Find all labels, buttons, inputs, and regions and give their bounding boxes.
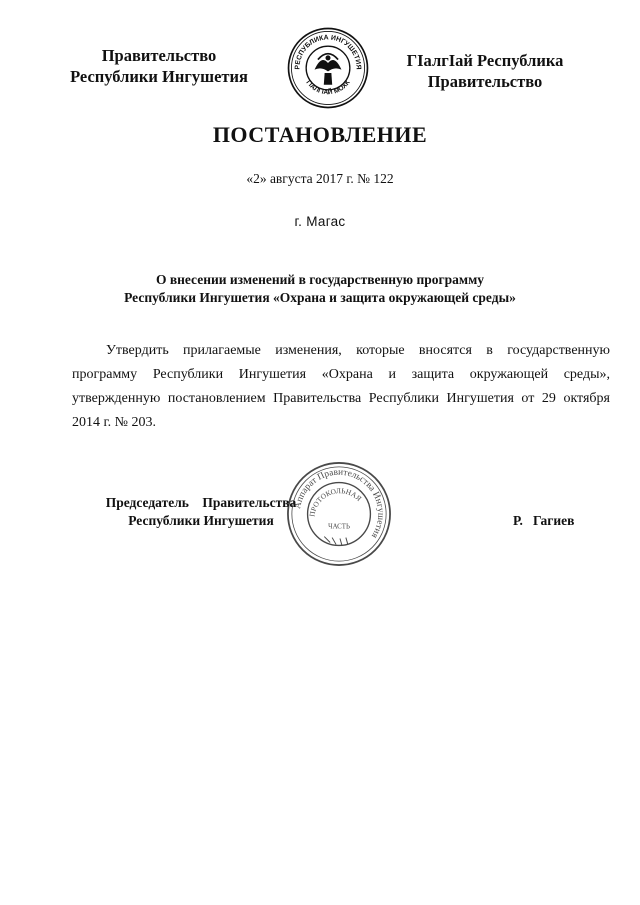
document-title: ПОСТАНОВЛЕНИЕ (212, 122, 428, 147)
stamp-center-text: ЧАСТЬ (328, 523, 350, 531)
header-right (380, 50, 590, 92)
stamp-outer-text: Аппарат Правительства Ингушетия (293, 467, 386, 540)
document-subject (0, 271, 640, 307)
document-place: г. Магас (294, 214, 346, 229)
header-left-line1: Правительство (101, 46, 217, 65)
header-right-line2: Правительство (427, 72, 543, 91)
document-body: Утвердить прилагаемые изменения, которые вносятся в государственную программу Республики Ингушетия «Охрана и защита окружающей среды», утвержденную постановлением Правительства Республики Ингушетия от 29 октября 2014 г. № 203. (72, 343, 610, 430)
subject-line2: Республики Ингушетия «Охрана и защита окружающей среды» (124, 290, 516, 305)
emblem-bottom-text: ГIАЛГIАЙ МОХК (304, 79, 352, 97)
signature-post-line1: Председатель Правительства (105, 495, 297, 510)
emblem-top-text: РЕСПУБЛИКА ИНГУШЕТИЯ (294, 34, 362, 70)
document-date: «2» августа 2017 г. № 122 (246, 171, 394, 186)
signature-name: Р. Гагиев (513, 513, 575, 528)
signature-post (96, 494, 306, 530)
official-stamp (285, 460, 393, 568)
stamp-inner-text: ПРОТОКОЛЬНАЯ (307, 486, 364, 518)
header-left (44, 45, 274, 87)
header-left-line2: Республики Ингушетия (70, 67, 248, 86)
header-right-line1: ГIалгIай Республика (406, 51, 564, 70)
signature-post-line2: Республики Ингушетия (128, 513, 274, 528)
coat-of-arms-emblem (286, 26, 370, 110)
svg-text:ПРОТОКОЛЬНАЯ (307, 486, 363, 517)
subject-line1: О внесении изменений в государственную программу (155, 272, 485, 287)
